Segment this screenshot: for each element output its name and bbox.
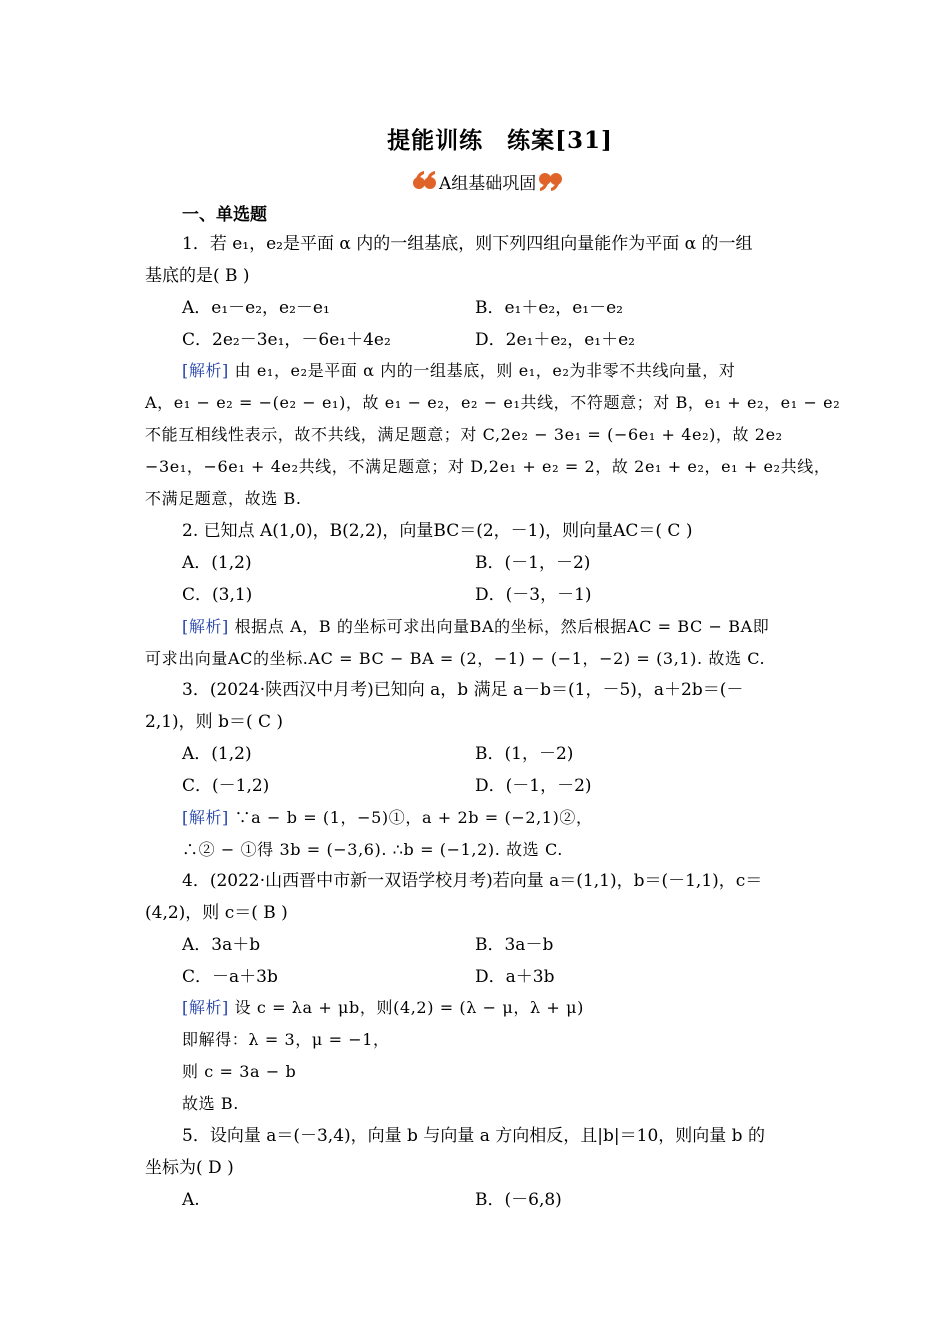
solution-text: 设 c = λa + μb，则(4,2) = (λ − μ，λ + μ) — [234, 998, 584, 1017]
q3-option-d: D．(－1，－2) — [475, 776, 592, 796]
solution-text: 由 e₁，e₂是平面 α 内的一组基底，则 e₁，e₂为非零不共线向量，对 — [234, 361, 736, 380]
q4-solution-line: 故选 B. — [182, 1094, 239, 1113]
question-5-stem: 5．设向量 a＝(－3,4)，向量 b 与向量 a 方向相反，且|b|＝10，则向量 b 的 — [182, 1126, 765, 1146]
q2-option-c: C．(3,1) — [182, 585, 253, 605]
group-label: A组基础巩固 — [439, 173, 537, 194]
q3-solution-line — [182, 806, 593, 830]
q1-option-a: A．e₁－e₂，e₂－e₁ — [182, 298, 330, 318]
question-1-stem: 1．若 e₁，e₂是平面 α 内的一组基底，则下列四组向量能作为平面 α 的一组 — [182, 234, 753, 254]
question-5-stem-cont: 坐标为( D ) — [145, 1158, 234, 1178]
solution-tag: [解析] — [182, 998, 229, 1017]
page-title: 提能训练 练案[31] — [387, 127, 613, 154]
q1-solution-line: 不能互相线性表示，故不共线，满足题意；对 C,2e₂ − 3e₁ = (−6e₁ + 4e₂)，故 2e₂ — [145, 425, 783, 444]
solution-text: 根据点 A，B 的坐标可求出向量BA的坐标，然后根据AC = BC − BA即 — [234, 617, 770, 636]
q2-option-a: A．(1,2) — [182, 553, 252, 573]
question-1-stem-cont: 基底的是( B ) — [145, 266, 250, 286]
q2-solution-line — [182, 615, 769, 639]
group-heading — [412, 168, 563, 194]
q2-solution-line: 可求出向量AC的坐标.AC = BC − BA = (2，−1) − (−1，−2) = (3,1). 故选 C. — [145, 649, 766, 668]
question-3-stem-cont: 2,1)，则 b＝( C ) — [145, 712, 284, 732]
q3-solution-line: ∴② − ①得 3b = (−3,6). ∴b = (−1,2). 故选 C. — [182, 840, 563, 859]
q4-option-d: D．a＋3b — [475, 967, 555, 987]
q5-option-a: A. — [182, 1190, 200, 1210]
solution-tag: [解析] — [182, 361, 229, 380]
open-quote-icon — [412, 170, 438, 192]
question-2-stem: 2. 已知点 A(1,0)，B(2,2)，向量BC＝(2，－1)，则向量AC＝( C ) — [182, 521, 693, 541]
q2-option-b: B．(－1，－2) — [475, 553, 591, 573]
q4-option-b: B．3a－b — [475, 935, 554, 955]
q5-option-b: B．(－6,8) — [475, 1190, 562, 1210]
q3-option-b: B．(1，－2) — [475, 744, 574, 764]
q4-solution-line: 即解得：λ = 3，μ = −1， — [182, 1030, 390, 1049]
q1-solution-line: −3e₁，−6e₁ + 4e₂共线，不满足题意；对 D,2e₁ + e₂ = 2，故 2e₁ + e₂，e₁ + e₂共线， — [145, 457, 831, 476]
solution-tag: [解析] — [182, 808, 229, 827]
question-4-stem: 4．(2022·山西晋中市新一双语学校月考)若向量 a＝(1,1)，b＝(－1,1)，c＝ — [182, 871, 763, 891]
q2-option-d: D．(－3，－1) — [475, 585, 592, 605]
section-heading: 一、单选题 — [182, 205, 267, 225]
solution-tag: [解析] — [182, 617, 229, 636]
q1-solution-line: 不满足题意，故选 B. — [145, 489, 302, 508]
q1-option-d: D．2e₁＋e₂，e₁＋e₂ — [475, 330, 635, 350]
q4-solution-line: 则 c = 3a − b — [182, 1062, 297, 1081]
question-3-stem: 3．(2024·陕西汉中月考)已知向 a，b 满足 a－b＝(1，－5)，a＋2b＝(－ — [182, 680, 744, 700]
q1-solution-line — [182, 359, 735, 383]
q4-option-c: C．－a＋3b — [182, 967, 278, 987]
q3-option-c: C．(－1,2) — [182, 776, 270, 796]
q4-solution-line — [182, 996, 584, 1020]
question-4-stem-cont: (4,2)，则 c＝( B ) — [145, 903, 288, 923]
q1-option-c: C．2e₂－3e₁，－6e₁＋4e₂ — [182, 330, 391, 350]
solution-text: ∵a − b = (1，−5)①，a + 2b = (−2,1)②， — [234, 808, 593, 827]
q4-option-a: A．3a＋b — [182, 935, 261, 955]
q3-option-a: A．(1,2) — [182, 744, 252, 764]
close-quote-icon — [537, 170, 563, 192]
q1-option-b: B．e₁＋e₂，e₁－e₂ — [475, 298, 623, 318]
q1-solution-line: A，e₁ − e₂ = −(e₂ − e₁)，故 e₁ − e₂，e₂ − e₁共线，不符题意；对 B，e₁ + e₂，e₁ − e₂ — [145, 393, 841, 412]
